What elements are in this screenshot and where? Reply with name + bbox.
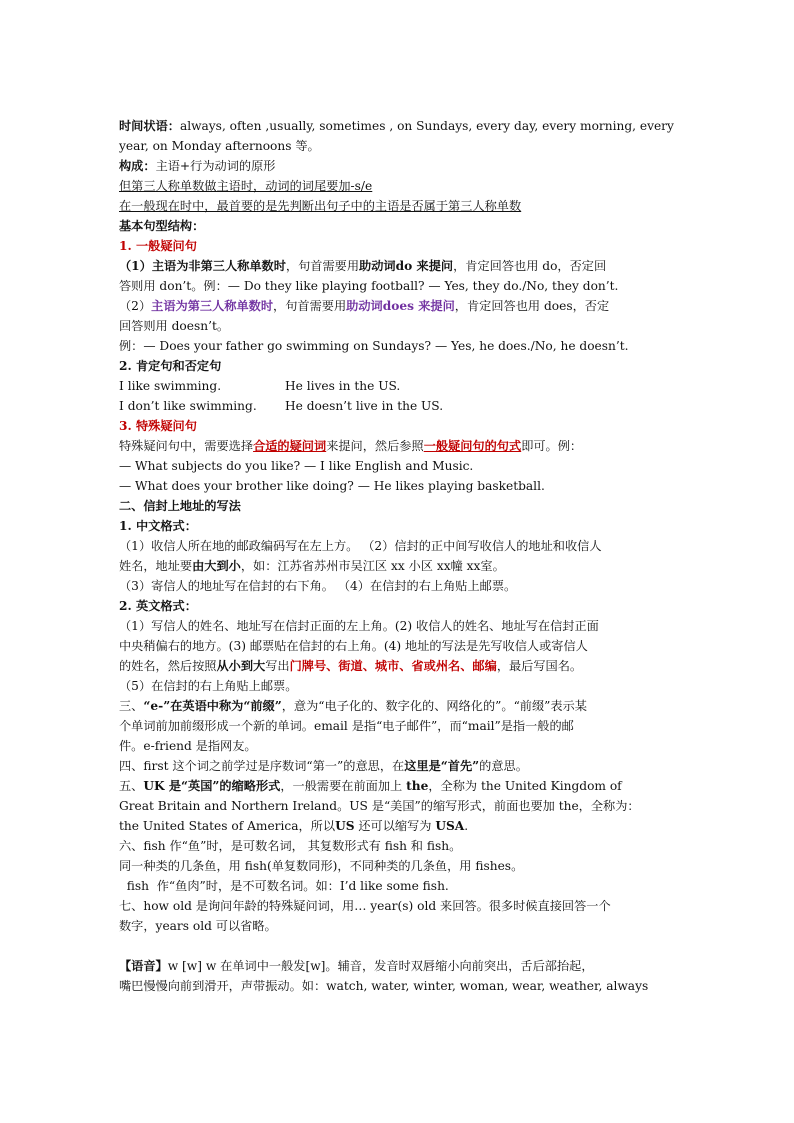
general-question-heading: 1. 一般疑问句 (119, 239, 197, 253)
text-fragment: ，全称为 the United Kingdom of (428, 779, 622, 793)
highlight-big-to-small: 由大到小 (192, 559, 241, 573)
general-question-p1-example: 答则用 don’t。例：— Do they like playing football? — Yes, they do./No, they don’t. (119, 279, 619, 293)
composition-line (119, 156, 679, 176)
composition-label: 构成： (119, 159, 156, 173)
general-question-p2-end: 回答则用 doesn’t。 (119, 319, 230, 333)
general-question-example: 例：— Does your father go swimming on Sundays? — Yes, he does./No, he doesn’t. (119, 339, 629, 353)
text-fragment: 四、first 这个词之前学过是序数词“第一”的意思，在 (119, 759, 405, 773)
rule-non-third-person: （1）主语为非第三人称单数时 (119, 259, 286, 273)
text-fragment: （2） (119, 299, 152, 313)
highlight-the: the (406, 779, 429, 793)
prefix-e-line-3: 件。e-friend 是指网友。 (119, 739, 257, 753)
text-fragment: . (464, 819, 469, 833)
prefix-e-line-1 (119, 696, 679, 716)
chinese-format-line-2 (119, 556, 679, 576)
time-adverbials-line-1 (119, 116, 679, 136)
text-fragment: 写出 (265, 659, 290, 673)
prefix-e-line-2: 个单词前加前缀形成一个新的单词。email 是指“电子邮件”，而“mail”是指一般的邮 (119, 719, 574, 733)
uk-line-3 (119, 816, 679, 836)
text-fragment: 的姓名，然后按照 (119, 659, 217, 673)
example-row (119, 396, 679, 416)
chinese-format-line-3: （3）寄信人的地址写在信封的右下角。 （4）在信封的右上角贴上邮票。 (119, 579, 517, 593)
example-affirmative-he: He lives in the US. (285, 379, 401, 393)
english-format-line-1: （1）写信人的姓名、地址写在信封正面的左上角。(2) 收信人的姓名、地址写在信封正面 (119, 619, 599, 633)
example-affirmative-i: I like swimming. (119, 379, 222, 393)
highlight-general-pattern: 一般疑问句的句式 (423, 439, 522, 453)
text-fragment: 的意思。 (479, 759, 528, 773)
special-question-example-2: — What does your brother like doing? — He likes playing basketball. (119, 479, 545, 493)
uk-line-2: Great Britain and Northern Ireland。US 是“美国”的缩写形式，前面也要加 the，全称为： (119, 799, 640, 813)
text-fragment: ，意为“电子化的、数字化的、网络化的”。“前缀”表示某 (281, 699, 587, 713)
fish-line-3: fish 作“鱼肉”时，是不可数名词。如：I’d like some fish. (119, 879, 449, 893)
envelope-heading: 二、信封上地址的写法 (119, 499, 241, 513)
phonics-line-2: 嘴巴慢慢向前到滑开，声带振动。如：watch, water, winter, woman, wear, weather, always (119, 979, 649, 993)
example-negative-i: I don’t like swimming. (119, 399, 257, 413)
time-adverbials-line-2: year, on Monday afternoons 等。 (119, 139, 320, 153)
document-body (119, 116, 679, 996)
phonics-tag: 【语音】 (119, 959, 168, 973)
english-format-heading: 2. 英文格式： (119, 599, 197, 613)
highlight-small-to-big: 从小到大 (216, 659, 266, 673)
text-fragment: the United States of America，所以 (119, 819, 336, 833)
special-question-heading: 3. 特殊疑问句 (119, 419, 197, 433)
how-old-line-2: 数字，years old 可以省略。 (119, 919, 277, 933)
affirmative-negative-heading: 2. 肯定句和否定句 (119, 359, 222, 373)
special-question-example-1: — What subjects do you like? — I like English and Music. (119, 459, 474, 473)
text-fragment: ，肯定回答也用 does，否定 (454, 299, 610, 313)
highlight-address-order: 门牌号、街道、城市、省或州名、邮编 (289, 659, 497, 673)
text-fragment: ，肯定回答也用 do，否定回 (453, 259, 607, 273)
text-fragment: ，句首需要用 (273, 299, 347, 313)
spacer (119, 936, 679, 956)
rule-aux-does: 助动词does 来提问 (346, 299, 455, 313)
uk-line-1 (119, 776, 679, 796)
time-adverbials-label: 时间状语： (119, 119, 180, 133)
text-fragment: ，一般需要在前面加上 (280, 779, 407, 793)
text-fragment: 还可以缩写为 (354, 819, 436, 833)
fish-line-1: 六、fish 作“鱼”时，是可数名词， 其复数形式有 fish 和 fish。 (119, 839, 462, 853)
text-fragment: ，最后写国名。 (496, 659, 583, 673)
text-fragment: 三、 (119, 699, 144, 713)
example-negative-he: He doesn’t live in the US. (285, 399, 444, 413)
rule-aux-do: 助动词do 来提问 (359, 259, 454, 273)
phonics-text: w [w] w 在单词中一般发[w]。辅音，发音时双唇缩小向前突出，舌后部抬起， (167, 959, 594, 973)
composition-note-2: 在一般现在时中，最首要的是先判断出句子中的主语是否属于第三人称单数 (119, 199, 522, 213)
text-fragment: 来提问，然后参照 (326, 439, 424, 453)
highlight-prefix: “e-”在英语中称为“前缀” (143, 699, 282, 713)
rule-third-person: 主语为第三人称单数时 (151, 299, 274, 313)
text-fragment: 姓名，地址要 (119, 559, 193, 573)
general-question-p2 (119, 296, 679, 316)
chinese-format-line-1: （1）收信人所在地的邮政编码写在左上方。 （2）信封的正中间写收信人的地址和收信人 (119, 539, 602, 553)
basic-structures-heading: 基本句型结构： (119, 219, 205, 233)
first-line (119, 756, 679, 776)
general-question-p1 (119, 256, 679, 276)
highlight-us: US (335, 819, 355, 833)
composition-text: 主语+行为动词的原形 (155, 159, 276, 173)
english-format-line-3 (119, 656, 679, 676)
text-fragment: ，如：江苏省苏州市吴江区 xx 小区 xx幢 xx室。 (240, 559, 505, 573)
special-question-paragraph (119, 436, 679, 456)
text-fragment: 特殊疑问句中，需要选择 (119, 439, 254, 453)
english-format-line-4: （5）在信封的右上角贴上邮票。 (119, 679, 298, 693)
example-row (119, 376, 679, 396)
text-fragment: ，句首需要用 (285, 259, 360, 273)
text-fragment: 即可。例： (521, 439, 583, 453)
highlight-question-word: 合适的疑问词 (253, 439, 327, 453)
fish-line-2: 同一种类的几条鱼，用 fish(单复数同形)，不同种类的几条鱼，用 fishes。 (119, 859, 524, 873)
chinese-format-heading: 1. 中文格式： (119, 519, 197, 533)
text-fragment: 五、 (119, 779, 144, 793)
time-adverbials-text: always, often ,usually, sometimes , on Sundays, every day, every morning, every (179, 119, 674, 133)
how-old-line-1: 七、how old 是询问年龄的特殊疑问词，用… year(s) old 来回答。很多时候直接回答一个 (119, 899, 611, 913)
composition-note-1: 但第三人称单数做主语时，动词的词尾要加-s/e (119, 179, 373, 193)
english-format-line-2: 中央稍偏右的地方。(3) 邮票贴在信封的右上角。(4) 地址的写法是先写收信人或寄信人 (119, 639, 588, 653)
highlight-firstly: 这里是“首先” (404, 759, 480, 773)
highlight-uk: UK 是“英国”的缩略形式 (143, 779, 281, 793)
phonics-line-1 (119, 956, 679, 976)
highlight-usa: USA (435, 819, 465, 833)
